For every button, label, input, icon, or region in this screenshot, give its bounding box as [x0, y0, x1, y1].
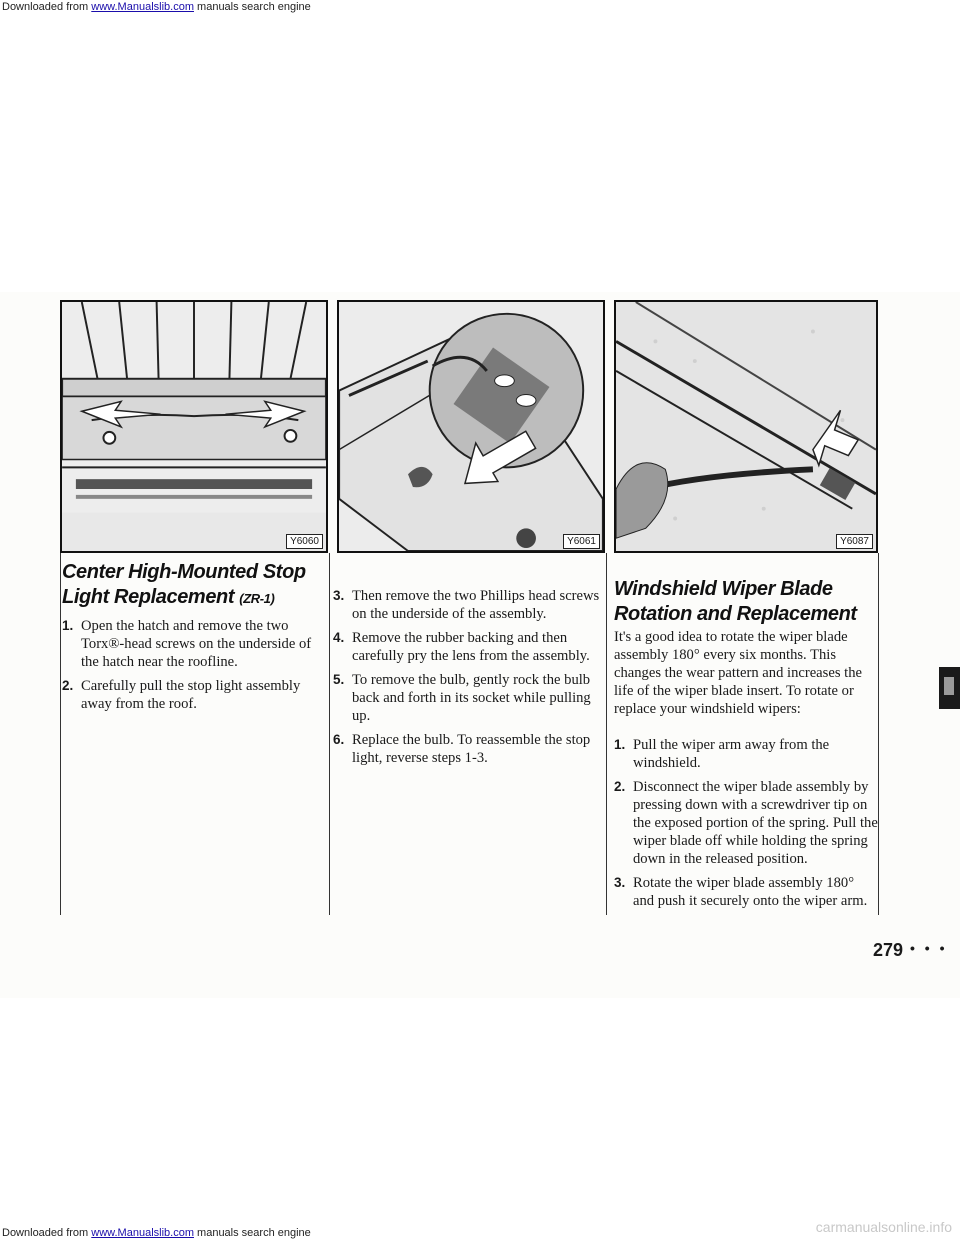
stop-light-steps-continued: [333, 587, 601, 773]
page-number: 279: [873, 940, 904, 960]
stop-light-steps: [62, 617, 324, 719]
list-item: 6. Replace the bulb. To reassemble the stop light, reverse steps 1-3.: [333, 732, 591, 766]
stop-light-heading: Center High-Mounted Stop Light Replacement (ZR-1): [62, 561, 306, 608]
list-item: 2. Carefully pull the stop light assembly away from the roof.: [62, 678, 301, 712]
stop-light-bulb-illustration-icon: [339, 302, 603, 551]
wiper-blade-figure: [614, 300, 878, 553]
figure-code: Y6087: [836, 534, 873, 549]
section-tab-marker: [939, 667, 960, 709]
column-rule: [878, 553, 879, 915]
column-rule: [329, 553, 330, 915]
list-item: 3. Then remove the two Phillips head screws on the underside of the assembly.: [333, 588, 600, 622]
model-tag: (ZR-1): [239, 591, 275, 606]
stop-light-bulb-figure: [337, 300, 605, 553]
stop-light-hatch-figure: [60, 300, 328, 553]
stop-light-hatch-illustration-icon: [62, 302, 326, 551]
figure-code: Y6060: [286, 534, 323, 549]
wiper-blade-illustration-icon: [616, 302, 876, 551]
list-item: 5. To remove the bulb, gently rock the bulb back and forth in its socket while pulling up.: [333, 672, 591, 724]
column-rule: [60, 553, 61, 915]
download-footer: Downloaded from www.Manualslib.com manuals search engine: [2, 1227, 311, 1239]
list-item: 1. Pull the wiper arm away from the windshield.: [614, 737, 830, 771]
wiper-steps: [614, 736, 878, 916]
wiper-heading: Windshield Wiper Blade Rotation and Replacement: [614, 578, 857, 625]
column-rule: [606, 553, 607, 915]
page-dots: • • •: [910, 940, 948, 956]
download-header: Downloaded from www.Manualslib.com manuals search engine: [2, 1, 311, 13]
list-item: 1. Open the hatch and remove the two Torx®-head screws on the underside of the hatch near the roofline.: [62, 618, 312, 670]
list-item: 4. Remove the rubber backing and then carefully pry the lens from the assembly.: [333, 630, 590, 664]
site-watermark: carmanualsonline.info: [815, 1219, 952, 1235]
list-item: 2. Disconnect the wiper blade assembly by pressing down with a screwdriver tip on the exposed portion of the spring. Pull the wiper blade off while holding the spring down in the released position.: [614, 779, 878, 867]
wiper-intro: It's a good idea to rotate the wiper blade assembly 180° every six months. This changes the wear pattern and increases the life of the wiper blade insert. To rotate or replace your windshield wipers:: [614, 629, 862, 717]
list-item: 3. Rotate the wiper blade assembly 180° and push it securely onto the wiper arm.: [614, 875, 868, 909]
manualslib-link[interactable]: www.Manualslib.com: [91, 1, 194, 13]
figure-code: Y6061: [563, 534, 600, 549]
manualslib-link[interactable]: www.Manualslib.com: [91, 1227, 194, 1239]
